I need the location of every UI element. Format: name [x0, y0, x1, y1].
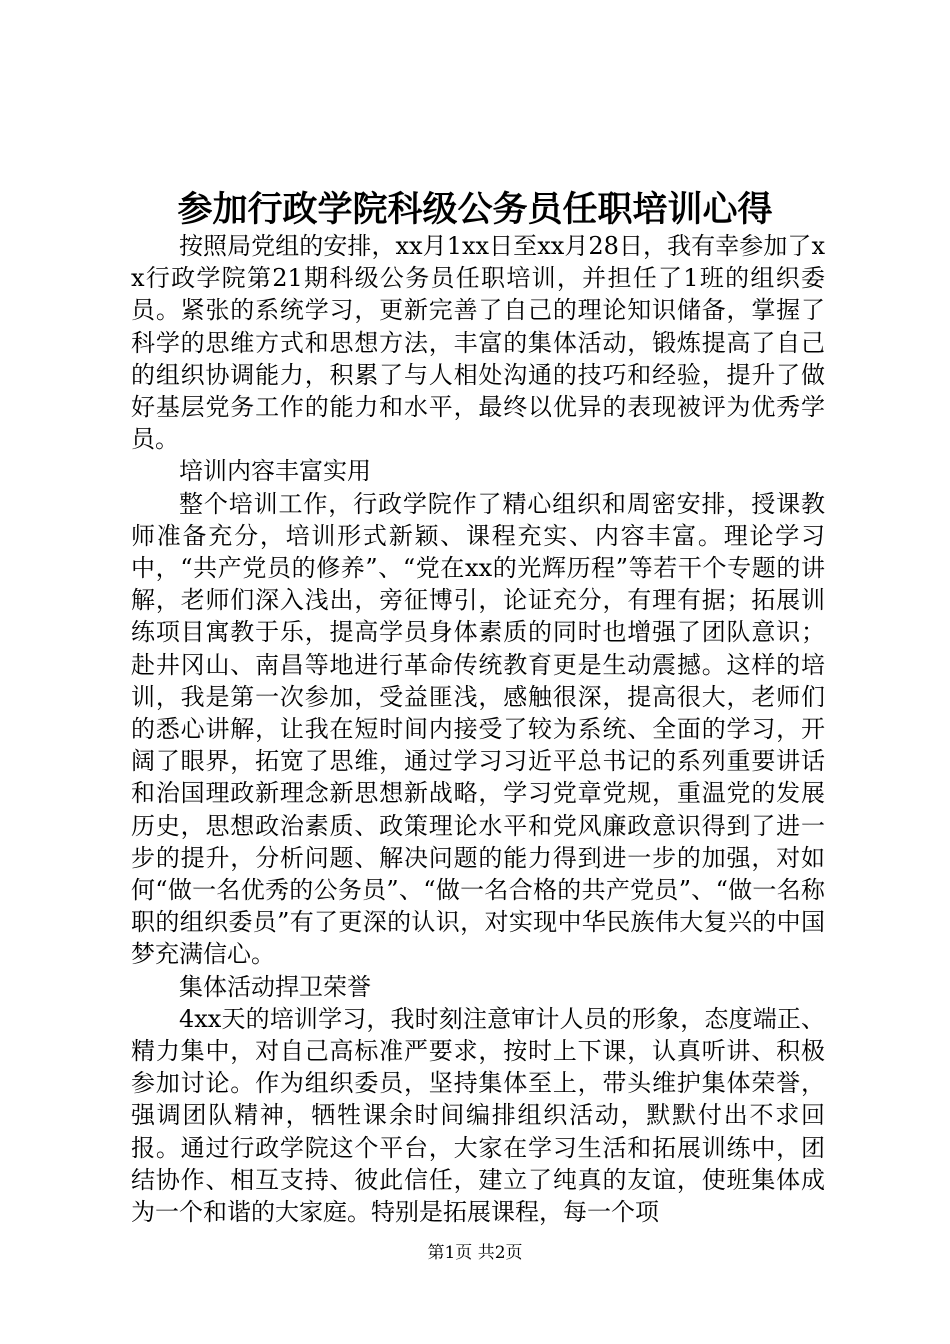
collective-activity-paragraph: 4xx天的培训学习，我时刻注意审计人员的形象，态度端正、精力集中，对自己高标准严要求，按时上下课，认真听讲、积极参加讨论。作为组织委员，坚持集体至上，带头维护集体荣誉，强调团队精神，牺牲课余时间编排组织活动，默默付出不求回报。通过行政学院这个平台，大家在学习生活和拓展训练中，团结协作、相互支持、彼此信任，建立了纯真的友谊，使班集体成为一个和谐的大家庭。特别是拓展课程，每一个项	[131, 1004, 825, 1227]
document-title: 参加行政学院科级公务员任职培训心得	[177, 189, 773, 230]
intro-paragraph: 按照局党组的安排，xx月1xx日至xx月28日，我有幸参加了xx行政学院第21期科级公务员任职培训，并担任了1班的组织委员。紧张的系统学习，更新完善了自己的理论知识储备，掌握了科学的思维方式和思想方法，丰富的集体活动，锻炼提高了自己的组织协调能力，积累了与人相处沟通的技巧和经验，提升了做好基层党务工作的能力和水平，最终以优异的表现被评为优秀学员。	[131, 232, 825, 454]
section-heading-training-content: 培训内容丰富实用	[179, 457, 371, 486]
document-body	[131, 230, 825, 1228]
training-content-paragraph: 整个培训工作，行政学院作了精心组织和周密安排，授课教师准备充分，培训形式新颖、课程充实、内容丰富。理论学习中，“共产党员的修养”、“党在xx的光辉历程”等若干个专题的讲解，老师们深入浅出，旁征博引，论证充分，有理有据；拓展训练项目寓教于乐，提高学员身体素质的同时也增强了团队意识；赴井冈山、南昌等地进行革命传统教育更是生动震撼。这样的培训，我是第一次参加，受益匪浅，感触很深，提高很大，老师们的悉心讲解，让我在短时间内接受了较为系统、全面的学习，开阔了眼界，拓宽了思维，通过学习习近平总书记的系列重要讲话和治国理政新理念新思想新战略，学习党章党规，重温党的发展历史，思想政治素质、政策理论水平和党风廉政意识得到了进一步的提升，分析问题、解决问题的能力得到进一步的加强，对如何“做一名优秀的公务员”、“做一名合格的共产党员”、“做一名称职的组织委员”有了更深的认识，对实现中华民族伟大复兴的中国梦充满信心。	[131, 489, 825, 969]
page-number-footer: 第1页 共2页	[427, 1243, 523, 1263]
section-heading-collective-activity: 集体活动捍卫荣誉	[179, 972, 371, 1001]
